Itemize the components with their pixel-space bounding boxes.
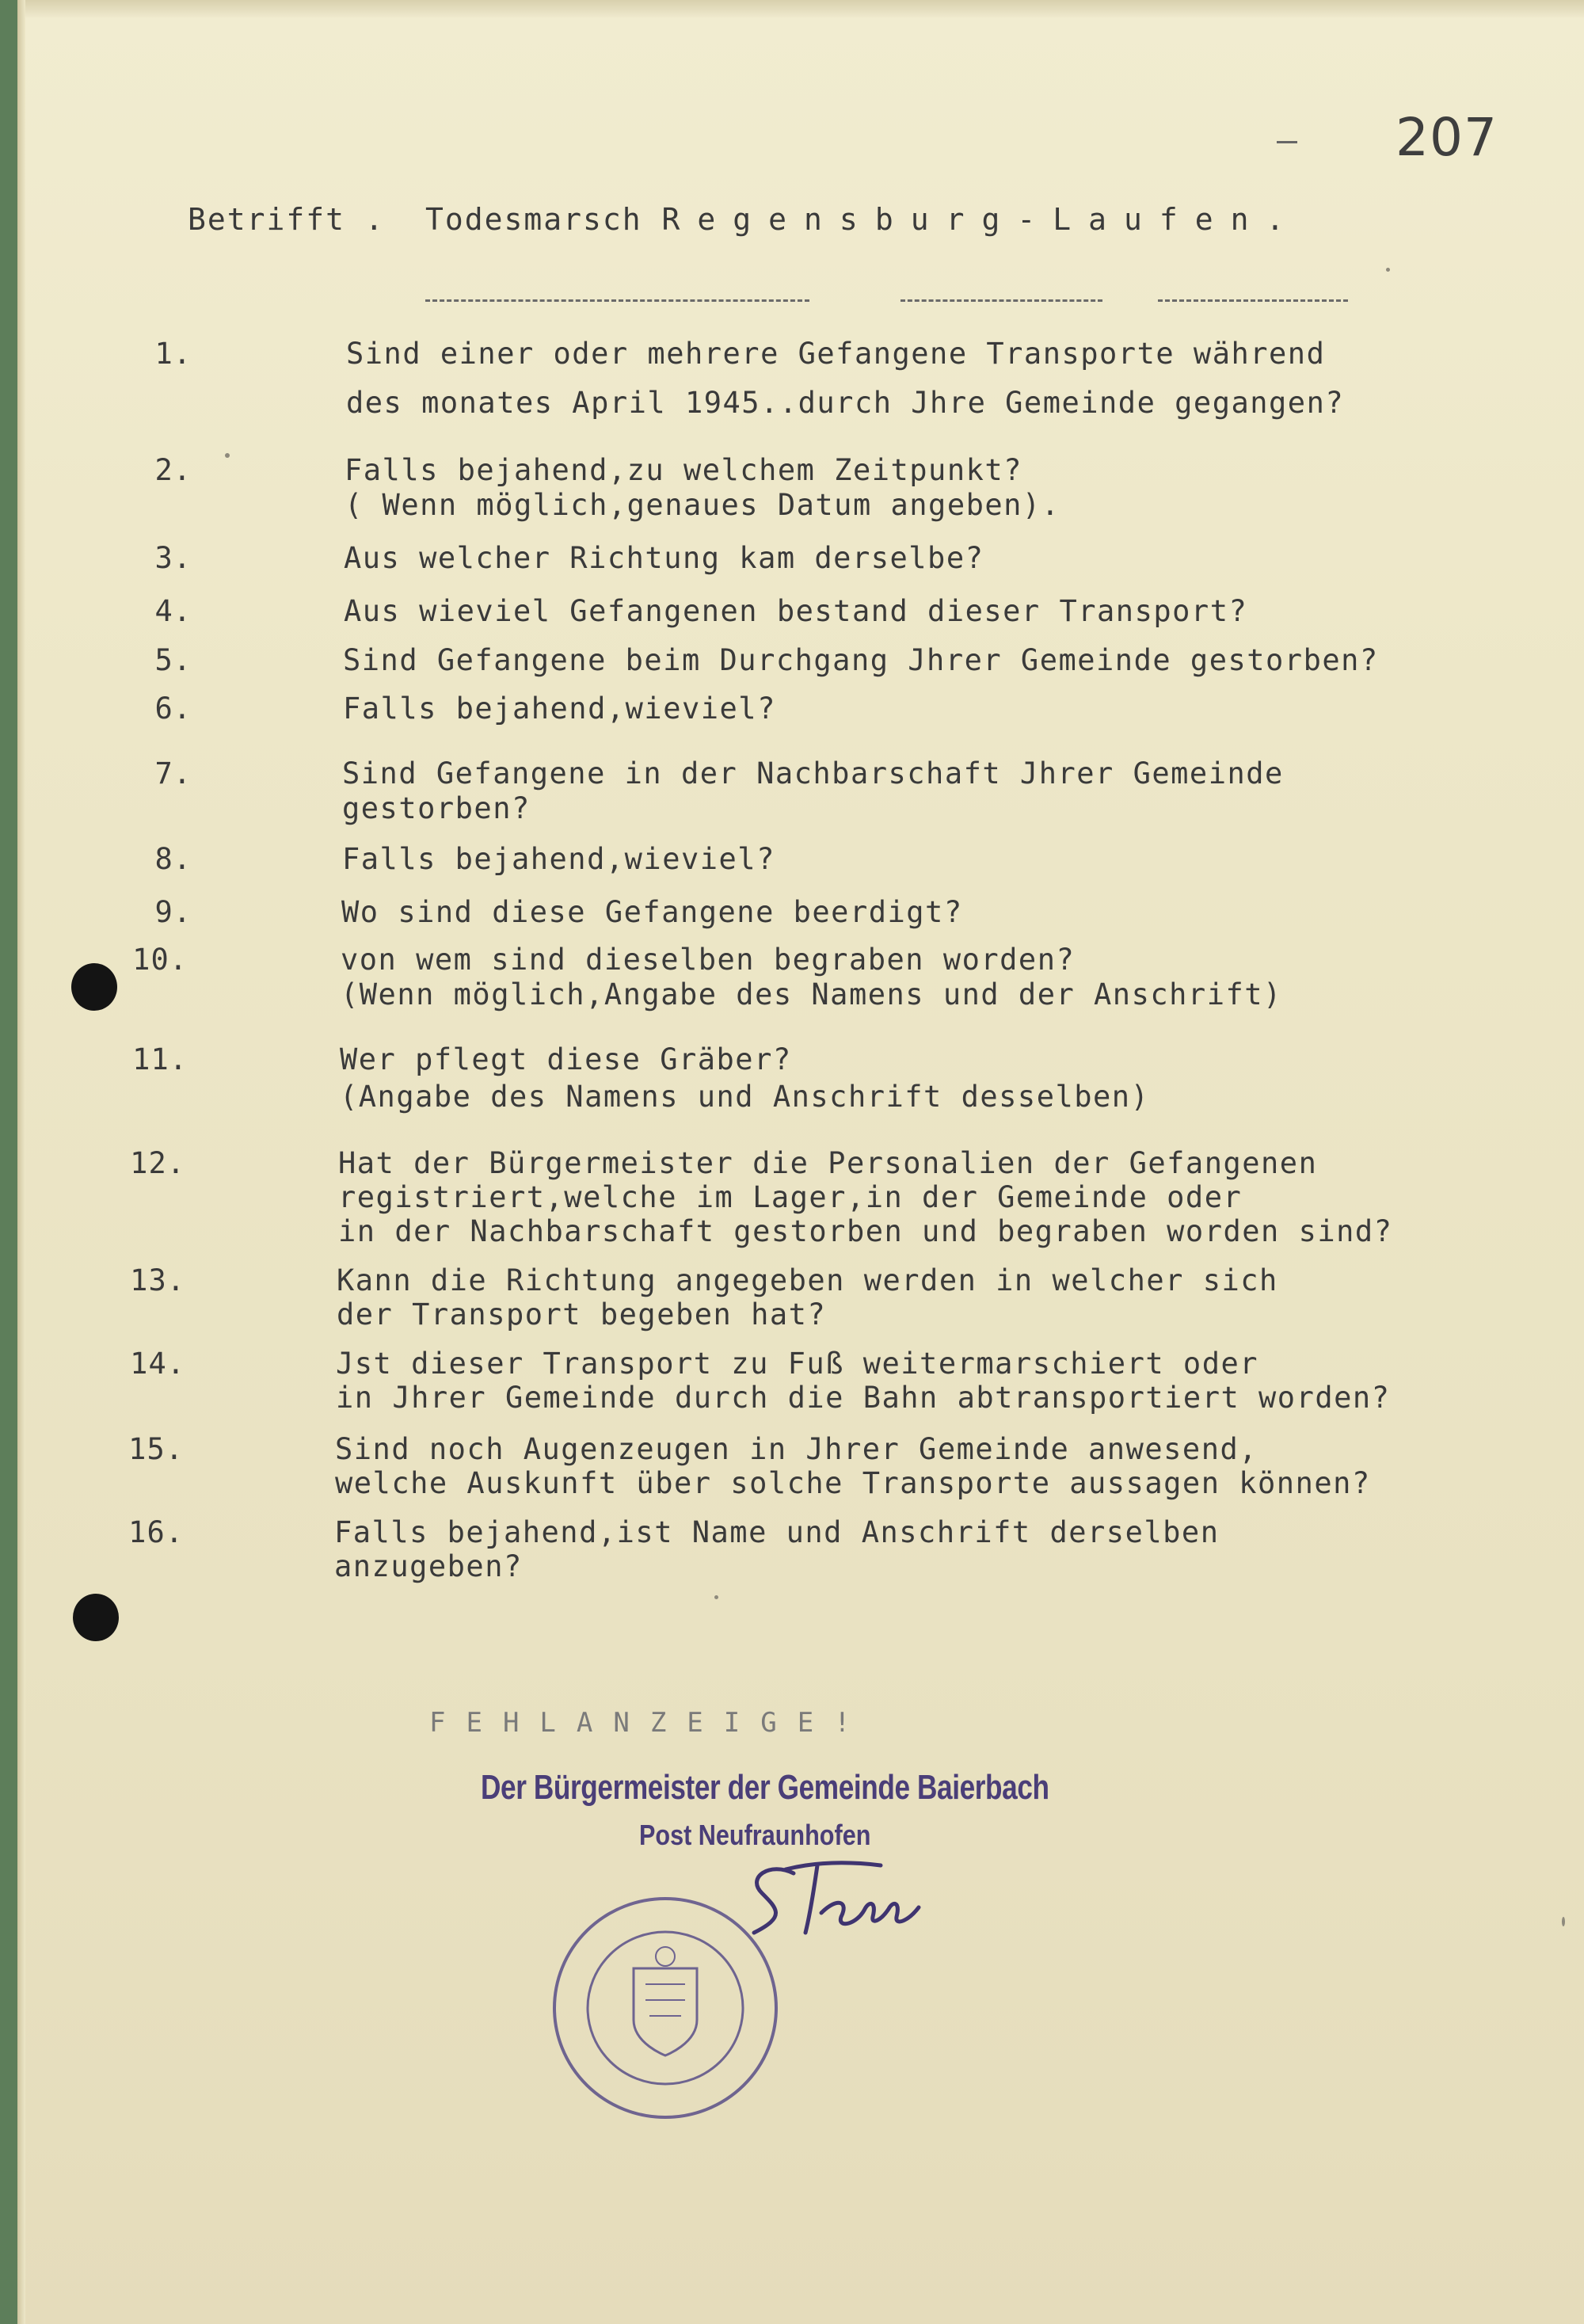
question-number: 15.: [128, 1432, 184, 1466]
question-text-line: Sind noch Augenzeugen in Jhrer Gemeinde anwesend,: [335, 1432, 1258, 1466]
question-number: 6.: [154, 691, 192, 726]
question-text-line: Jst dieser Transport zu Fuß weitermarschiert oder: [336, 1347, 1259, 1381]
question-text-line: Sind einer oder mehrere Gefangene Transporte während: [346, 337, 1326, 371]
page-number-dash: [1277, 141, 1297, 143]
question-number: 9.: [154, 895, 192, 929]
question-number: 3.: [154, 541, 192, 575]
question-text-line: welche Auskunft über solche Transporte aussagen können?: [335, 1466, 1371, 1500]
question-number: 11.: [132, 1042, 188, 1076]
question-text-line: Sind Gefangene in der Nachbarschaft Jhrer Gemeinde: [342, 756, 1284, 791]
question-number: 2.: [154, 453, 192, 487]
question-number: 16.: [128, 1515, 184, 1549]
subject-route: Regensburg-Laufen.: [661, 202, 1302, 237]
question-text-line: Wer pflegt diese Gräber?: [340, 1042, 792, 1076]
paper-speck: [225, 453, 230, 458]
subject-label: Betrifft .: [188, 202, 385, 237]
paper-speck: [1562, 1917, 1565, 1926]
question-text-line: Falls bejahend,wieviel?: [342, 842, 775, 876]
question-text-line: (Angabe des Namens und Anschrift desselben): [340, 1080, 1150, 1114]
subject-lead: Todesmarsch: [425, 202, 662, 237]
paper-speck: [1386, 268, 1390, 272]
question-number: 14.: [130, 1347, 185, 1381]
question-number: 4.: [154, 594, 192, 628]
question-number: 13.: [130, 1263, 185, 1297]
question-text-line: Aus wieviel Gefangenen bestand dieser Transport?: [344, 594, 1248, 628]
question-text-line: Wo sind diese Gefangene beerdigt?: [341, 895, 963, 929]
question-text-line: in der Nachbarschaft gestorben und begraben worden sind?: [338, 1214, 1393, 1248]
question-text-line: Aus welcher Richtung kam derselbe?: [344, 541, 984, 575]
punch-hole-upper: [71, 963, 117, 1011]
question-text-line: ( Wenn möglich,genaues Datum angeben).: [345, 488, 1060, 522]
punch-hole-lower: [73, 1594, 119, 1641]
question-text-line: Sind Gefangene beim Durchgang Jhrer Gemeinde gestorben?: [343, 643, 1379, 677]
question-number: 10.: [132, 943, 188, 977]
question-text-line: Falls bejahend,zu welchem Zeitpunkt?: [345, 453, 1022, 487]
question-text-line: Falls bejahend,ist Name und Anschrift derselben: [334, 1515, 1220, 1549]
question-number: 8.: [154, 842, 192, 876]
question-text-line: von wem sind dieselben begraben worden?: [341, 943, 1076, 977]
question-number: 5.: [154, 643, 192, 677]
subject-underline-1: [425, 299, 809, 302]
paper-speck: [714, 1595, 718, 1599]
document-page: [17, 0, 1584, 2324]
subject-underline-2: [901, 299, 1102, 302]
municipal-seal: [543, 1889, 788, 2127]
question-text-line: des monates April 1945..durch Jhre Gemeinde gegangen?: [346, 386, 1345, 420]
question-text-line: Kann die Richtung angegeben werden in welcher sich: [337, 1263, 1278, 1297]
question-text-line: registriert,welche im Lager,in der Gemeinde oder: [338, 1180, 1243, 1214]
question-text-line: anzugeben?: [334, 1549, 523, 1583]
question-text-line: in Jhrer Gemeinde durch die Bahn abtransportiert worden?: [336, 1381, 1391, 1415]
question-text-line: Falls bejahend,wieviel?: [343, 691, 776, 726]
question-number: 12.: [130, 1146, 185, 1180]
page-number: 207: [1396, 107, 1498, 168]
fehlanzeige-note: FEHLANZEIGE!: [429, 1707, 871, 1739]
subject-underline-3: [1158, 299, 1348, 302]
question-text-line: Hat der Bürgermeister die Personalien der Gefangenen: [338, 1146, 1318, 1180]
mayor-stamp-line2: Post Neufraunhofen: [639, 1819, 871, 1851]
question-number: 7.: [154, 756, 192, 791]
question-text-line: (Wenn möglich,Angabe des Namens und der Anschrift): [341, 977, 1282, 1012]
subject-line: [188, 202, 1301, 237]
question-text-line: gestorben?: [342, 791, 531, 825]
question-number: 1.: [154, 337, 192, 371]
mayor-stamp-line1: Der Bürgermeister der Gemeinde Baierbach: [481, 1768, 1049, 1807]
question-text-line: der Transport begeben hat?: [337, 1297, 827, 1332]
